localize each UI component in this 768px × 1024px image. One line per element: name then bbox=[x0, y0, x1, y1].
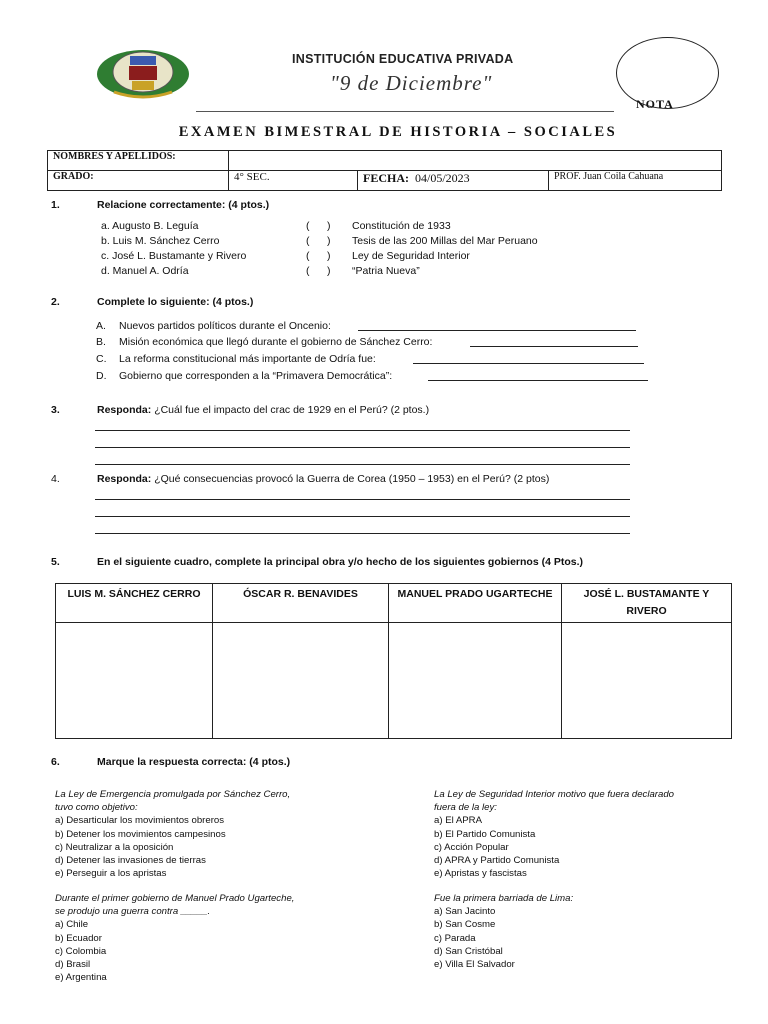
school-name: "9 de Diciembre" bbox=[330, 71, 493, 95]
mc-option[interactable]: b) San Cosme bbox=[434, 919, 496, 931]
q2-letter: A. bbox=[96, 320, 106, 332]
teacher-name: PROF. Juan Coila Cahuana bbox=[549, 171, 722, 191]
q6-number: 6. bbox=[51, 756, 60, 768]
q6-prompt: Marque la respuesta correcta: (4 ptos.) bbox=[97, 756, 291, 768]
date-label: FECHA: bbox=[363, 171, 409, 185]
q2-item-text: Gobierno que corresponden a la “Primavera Democrática”: bbox=[119, 370, 393, 382]
q2-answer-line[interactable] bbox=[428, 380, 648, 381]
mc-option[interactable]: d) San Cristóbal bbox=[434, 945, 503, 957]
date-cell bbox=[358, 171, 549, 191]
mc-question: Fue la primera barriada de Lima: bbox=[434, 893, 574, 904]
mc-option[interactable]: c) Colombia bbox=[55, 945, 107, 957]
q2-answer-line[interactable] bbox=[358, 330, 636, 331]
mc-question: La Ley de Seguridad Interior motivo que fuera declarado fuera de la ley: bbox=[434, 789, 674, 814]
q1-match-blank[interactable]: ( ) bbox=[306, 265, 331, 277]
mc-block bbox=[55, 892, 305, 984]
grade-value: 4° SEC. bbox=[229, 171, 358, 191]
header-divider bbox=[196, 111, 614, 112]
q2-letter: B. bbox=[96, 336, 106, 348]
q2-letter: C. bbox=[96, 353, 107, 365]
mc-option[interactable]: d) Detener las invasiones de tierras bbox=[55, 855, 206, 867]
q3-number: 3. bbox=[51, 404, 60, 416]
mc-option[interactable]: c) Parada bbox=[434, 932, 476, 944]
mc-option[interactable]: a) San Jacinto bbox=[434, 906, 496, 918]
names-field[interactable] bbox=[229, 151, 722, 171]
q4-answer-line[interactable] bbox=[95, 516, 630, 517]
mc-option[interactable]: c) Neutralizar a la oposición bbox=[55, 841, 174, 853]
mc-question: Durante el primer gobierno de Manuel Prado Ugarteche, se produjo una guerra contra _____. bbox=[55, 893, 295, 918]
mc-option[interactable]: b) El Partido Comunista bbox=[434, 828, 536, 840]
q1-right-item: Constitución de 1933 bbox=[352, 220, 451, 232]
mc-option[interactable]: d) APRA y Partido Comunista bbox=[434, 855, 560, 867]
q1-right-item: “Patria Nueva” bbox=[352, 265, 420, 277]
q4-answer-line[interactable] bbox=[95, 499, 630, 500]
q1-number: 1. bbox=[51, 199, 60, 211]
q3-answer-line[interactable] bbox=[95, 430, 630, 431]
gov-answer-cell[interactable] bbox=[562, 623, 732, 739]
q4-text: ¿Qué consecuencias provocó la Guerra de Corea (1950 – 1953) en el Perú? (2 ptos) bbox=[154, 473, 550, 485]
q2-item-text: Misión económica que llegó durante el gobierno de Sánchez Cerro: bbox=[119, 336, 433, 348]
q2-letter: D. bbox=[96, 370, 107, 382]
q3-text: ¿Cuál fue el impacto del crac de 1929 en el Perú? (2 ptos.) bbox=[154, 404, 430, 416]
institution-name: INSTITUCIÓN EDUCATIVA PRIVADA bbox=[292, 52, 514, 66]
mc-question: La Ley de Emergencia promulgada por Sánchez Cerro, tuvo como objetivo: bbox=[55, 789, 291, 814]
q2-number: 2. bbox=[51, 296, 60, 308]
q3-question bbox=[97, 404, 429, 416]
q5-prompt: En el siguiente cuadro, complete la principal obra y/o hecho de los siguientes gobiernos (4 Ptos.) bbox=[97, 556, 584, 568]
q3-answer-line[interactable] bbox=[95, 447, 630, 448]
governments-table bbox=[55, 583, 732, 739]
gov-answer-cell[interactable] bbox=[389, 623, 562, 739]
gov-header: LUIS M. SÁNCHEZ CERRO bbox=[56, 584, 213, 623]
mc-option[interactable]: b) Ecuador bbox=[55, 932, 102, 944]
q1-match-blank[interactable]: ( ) bbox=[306, 235, 331, 247]
q3-answer-line[interactable] bbox=[95, 464, 630, 465]
q1-match-blank[interactable]: ( ) bbox=[306, 220, 331, 232]
school-logo bbox=[94, 46, 192, 100]
q5-number: 5. bbox=[51, 556, 60, 568]
q2-answer-line[interactable] bbox=[413, 363, 644, 364]
mc-option[interactable]: c) Acción Popular bbox=[434, 841, 509, 853]
q1-left-item: d. Manuel A. Odría bbox=[101, 265, 189, 277]
q1-right-item: Ley de Seguridad Interior bbox=[352, 250, 470, 262]
gov-answer-cell[interactable] bbox=[213, 623, 389, 739]
mc-option[interactable]: e) Perseguir a los apristas bbox=[55, 868, 167, 880]
mc-block bbox=[55, 788, 305, 880]
mc-option[interactable]: b) Detener los movimientos campesinos bbox=[55, 828, 226, 840]
q1-match-blank[interactable]: ( ) bbox=[306, 250, 331, 262]
q4-question bbox=[97, 473, 549, 485]
exam-title: EXAMEN BIMESTRAL DE HISTORIA – SOCIALES bbox=[178, 124, 618, 140]
gov-answer-cell[interactable] bbox=[56, 623, 213, 739]
q2-prompt: Complete lo siguiente: (4 ptos.) bbox=[97, 296, 254, 308]
gov-header: JOSÉ L. BUSTAMANTE Y RIVERO bbox=[562, 584, 732, 623]
mc-option[interactable]: a) Desarticular los movimientos obreros bbox=[55, 815, 225, 827]
mc-block bbox=[434, 788, 674, 880]
names-label: NOMBRES Y APELLIDOS: bbox=[48, 151, 229, 171]
q2-item-text: La reforma constitucional más importante de Odría fue: bbox=[119, 353, 376, 365]
mc-option[interactable]: e) Apristas y fascistas bbox=[434, 868, 527, 880]
q1-left-item: c. José L. Bustamante y Rivero bbox=[101, 250, 247, 262]
q4-label: Responda: bbox=[97, 473, 152, 485]
q1-prompt: Relacione correctamente: (4 ptos.) bbox=[97, 199, 270, 211]
q1-left-item: b. Luis M. Sánchez Cerro bbox=[101, 235, 220, 247]
date-value: 04/05/2023 bbox=[415, 171, 470, 185]
gov-header: ÓSCAR R. BENAVIDES bbox=[213, 584, 389, 623]
mc-block bbox=[434, 892, 674, 971]
mc-option[interactable]: d) Brasil bbox=[55, 959, 91, 971]
student-info-table bbox=[47, 150, 722, 191]
q1-right-item: Tesis de las 200 Millas del Mar Peruano bbox=[352, 235, 538, 247]
mc-option[interactable]: e) Villa El Salvador bbox=[434, 959, 515, 971]
q4-answer-line[interactable] bbox=[95, 533, 630, 534]
q2-item-text: Nuevos partidos políticos durante el Oncenio: bbox=[119, 320, 331, 332]
q3-label: Responda: bbox=[97, 404, 152, 416]
q1-left-item: a. Augusto B. Leguía bbox=[101, 220, 199, 232]
gov-header: MANUEL PRADO UGARTECHE bbox=[389, 584, 562, 623]
q4-number: 4. bbox=[51, 473, 60, 485]
mc-option[interactable]: e) Argentina bbox=[55, 972, 107, 984]
mc-option[interactable]: a) El APRA bbox=[434, 815, 482, 827]
nota-label: NOTA bbox=[636, 97, 674, 111]
q2-answer-line[interactable] bbox=[470, 346, 638, 347]
mc-option[interactable]: a) Chile bbox=[55, 919, 89, 931]
grade-label: GRADO: bbox=[48, 171, 229, 191]
